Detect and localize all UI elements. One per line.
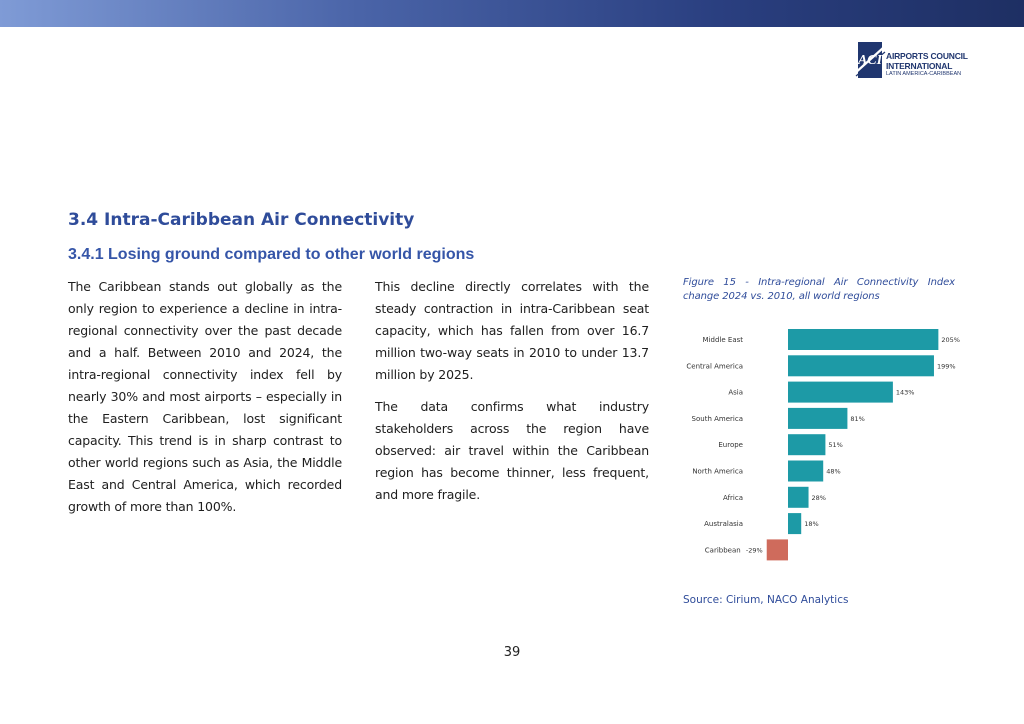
category-label: Australasia <box>704 520 743 529</box>
bar-asia <box>788 382 893 403</box>
page-number: 39 <box>503 645 521 660</box>
header-band <box>0 0 1024 27</box>
figure-source: Source: Cirium, NACO Analytics <box>683 594 849 606</box>
middle-column <box>375 276 649 516</box>
value-label: 199% <box>936 362 956 371</box>
category-label: South America <box>691 414 743 423</box>
bar-central-america <box>788 355 934 376</box>
bar-middle-east <box>788 329 938 350</box>
logo-mark-text: ACI <box>857 53 883 68</box>
left-paragraph: The Caribbean stands out globally as the only region to experience a decline in intra-regional connectivity over the past decade and a half. Between 2010 and 2024, the intra-regional connectivity index fell by nearly 30% and most airports – especially in the Eastern Caribbean, lost significant capacity. This trend is in sharp contrast to other world regions such as Asia, the Middle East and Central America, which recorded growth of more than 100%. <box>68 279 342 514</box>
left-column <box>68 276 342 528</box>
value-label: 205% <box>941 336 960 344</box>
bar-north-america <box>788 461 823 482</box>
bar-australasia <box>788 513 801 534</box>
section-title: 3.4 Intra-Caribbean Air Connectivity <box>68 210 415 230</box>
value-label: 48% <box>826 467 841 476</box>
category-label: Central America <box>686 362 743 371</box>
value-label: 51% <box>828 441 843 450</box>
bar-africa <box>788 487 809 508</box>
category-label: Africa <box>723 493 743 502</box>
category-label: Caribbean <box>704 546 741 555</box>
figure-caption: Figure 15 - Intra-regional Air Connectivity Index change 2024 vs. 2010, all world regions <box>683 277 955 302</box>
bar-caribbean <box>767 539 788 560</box>
category-label: Europe <box>718 441 743 450</box>
subsection-title: 3.4.1 Losing ground compared to other world regions <box>68 246 475 263</box>
value-label: 28% <box>811 493 826 502</box>
category-label: North America <box>692 467 743 476</box>
middle-paragraph-2: The data confirms what industry stakeholders across the region have observed: air travel within the Caribbean region has become thinner, less frequent, and more fragile. <box>375 399 649 502</box>
value-label: 143% <box>895 388 915 397</box>
bar-south-america <box>788 408 847 429</box>
logo-line-3: LATIN AMERICA-CARIBBEAN <box>886 71 962 77</box>
logo-wordmark <box>886 52 968 78</box>
value-label: -29% <box>745 546 763 555</box>
bar-europe <box>788 434 825 455</box>
middle-paragraph-1: This decline directly correlates with the steady contraction in intra-Caribbean seat capacity, which has fallen from over 16.7 million two-way seats in 2010 to under 13.7 million by 2025. <box>375 279 649 382</box>
logo-line-2: INTERNATIONAL <box>886 60 953 71</box>
value-label: 81% <box>850 414 865 423</box>
aci-logo <box>852 40 968 82</box>
category-label: Middle East <box>702 336 743 344</box>
value-label: 18% <box>804 520 819 529</box>
logo-line-1: AIRPORTS COUNCIL <box>886 51 968 61</box>
connectivity-bar-chart <box>683 322 973 572</box>
aci-logo-mark <box>852 40 886 80</box>
category-label: Asia <box>728 388 743 397</box>
